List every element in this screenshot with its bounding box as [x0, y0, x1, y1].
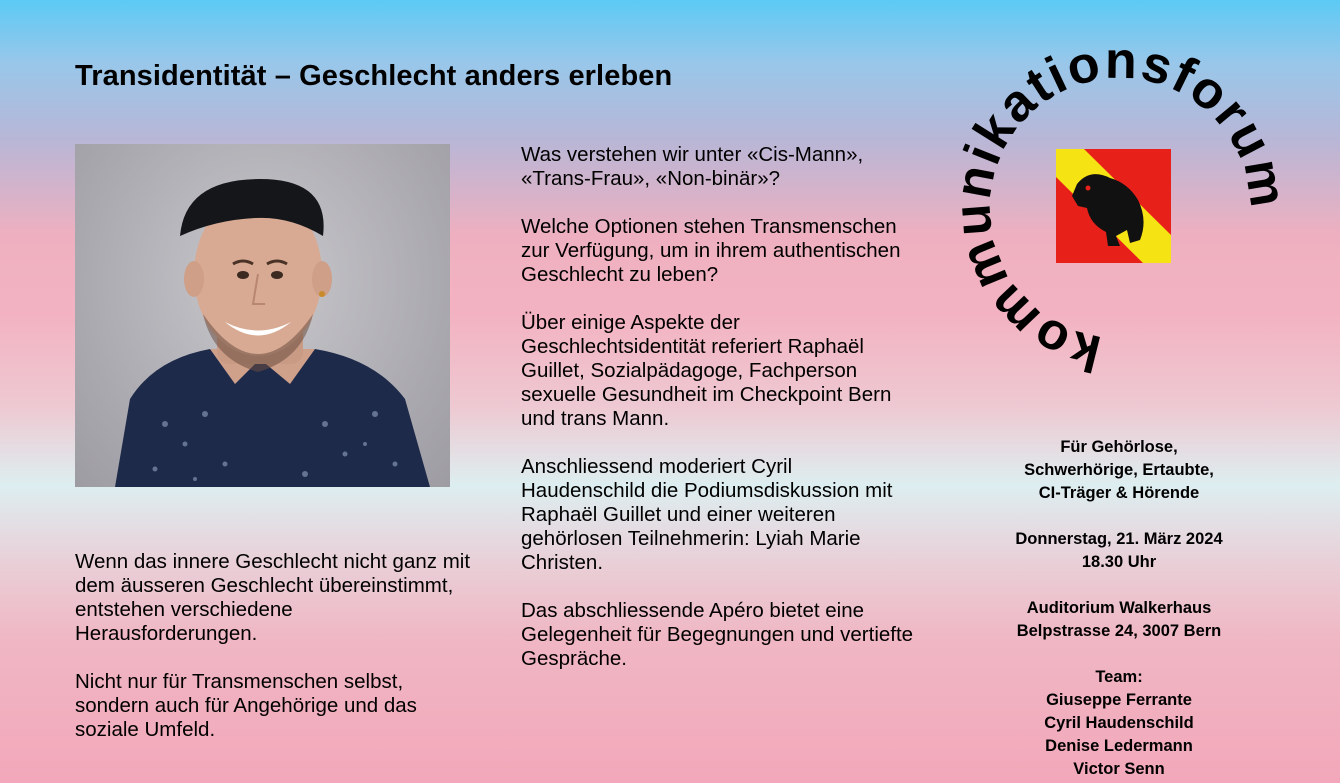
event-info	[978, 436, 1260, 781]
kommunikationsforum-logo	[950, 38, 1290, 378]
description-text	[521, 143, 921, 695]
question-paragraph: Was verstehen wir unter «Cis-Mann», «Trans-Frau», «Non-binär»?	[521, 143, 864, 190]
team-member: Cyril Haudenschild	[1044, 714, 1194, 732]
team-member: Denise Ledermann	[1045, 737, 1193, 755]
venue-block	[978, 597, 1260, 643]
audience-line: Schwerhörige, Ertaubte,	[1024, 461, 1214, 479]
team-block	[978, 666, 1260, 781]
venue-address: Belpstrasse 24, 3007 Bern	[1016, 622, 1222, 640]
audience-line: Für Gehörlose,	[1060, 438, 1178, 456]
audience-paragraph: Nicht nur für Transmenschen selbst, sondern auch für Angehörige und das soziale Umfeld.	[75, 670, 417, 741]
team-member: Giuseppe Ferrante	[1046, 691, 1192, 709]
speaker-portrait	[75, 144, 450, 487]
team-label: Team:	[1095, 668, 1143, 686]
event-time: 18.30 Uhr	[1081, 553, 1157, 571]
team-member: Victor Senn	[1073, 760, 1165, 778]
apero-paragraph: Das abschliessende Apéro bietet eine Gelegenheit für Begegnungen und vertiefte Gespräche.	[521, 599, 914, 670]
bern-coat-of-arms-icon	[1056, 149, 1171, 263]
datetime-block	[978, 528, 1260, 574]
page-title: Transidentität – Geschlecht anders erleben	[75, 60, 673, 92]
speaker-photo	[75, 144, 450, 487]
audience-block	[978, 436, 1260, 505]
panel-paragraph: Anschliessend moderiert Cyril Haudenschild die Podiumsdiskussion mit Raphaël Guillet und einer weiteren gehörlosen Teilnehmerin: Lyiah Marie Christen.	[521, 455, 893, 574]
event-date: Donnerstag, 21. März 2024	[1015, 530, 1223, 548]
audience-line: CI-Träger & Hörende	[1038, 484, 1200, 502]
intro-paragraph: Wenn das innere Geschlecht nicht ganz mit dem äusseren Geschlecht übereinstimmt, entstehen verschiedene Herausforderungen.	[75, 550, 471, 645]
speaker-paragraph: Über einige Aspekte der Geschlechtsidentität referiert Raphaël Guillet, Sozialpädagoge, Fachperson sexuelle Gesundheit im Checkpoint Bern und trans Mann.	[521, 311, 892, 430]
options-paragraph: Welche Optionen stehen Transmenschen zur Verfügung, um in ihrem authentischen Geschlecht zu leben?	[521, 215, 901, 286]
logo-ring-text: komm nikationsforu	[950, 38, 1284, 378]
intro-text	[75, 550, 475, 766]
venue-name: Auditorium Walkerhaus	[1026, 599, 1212, 617]
